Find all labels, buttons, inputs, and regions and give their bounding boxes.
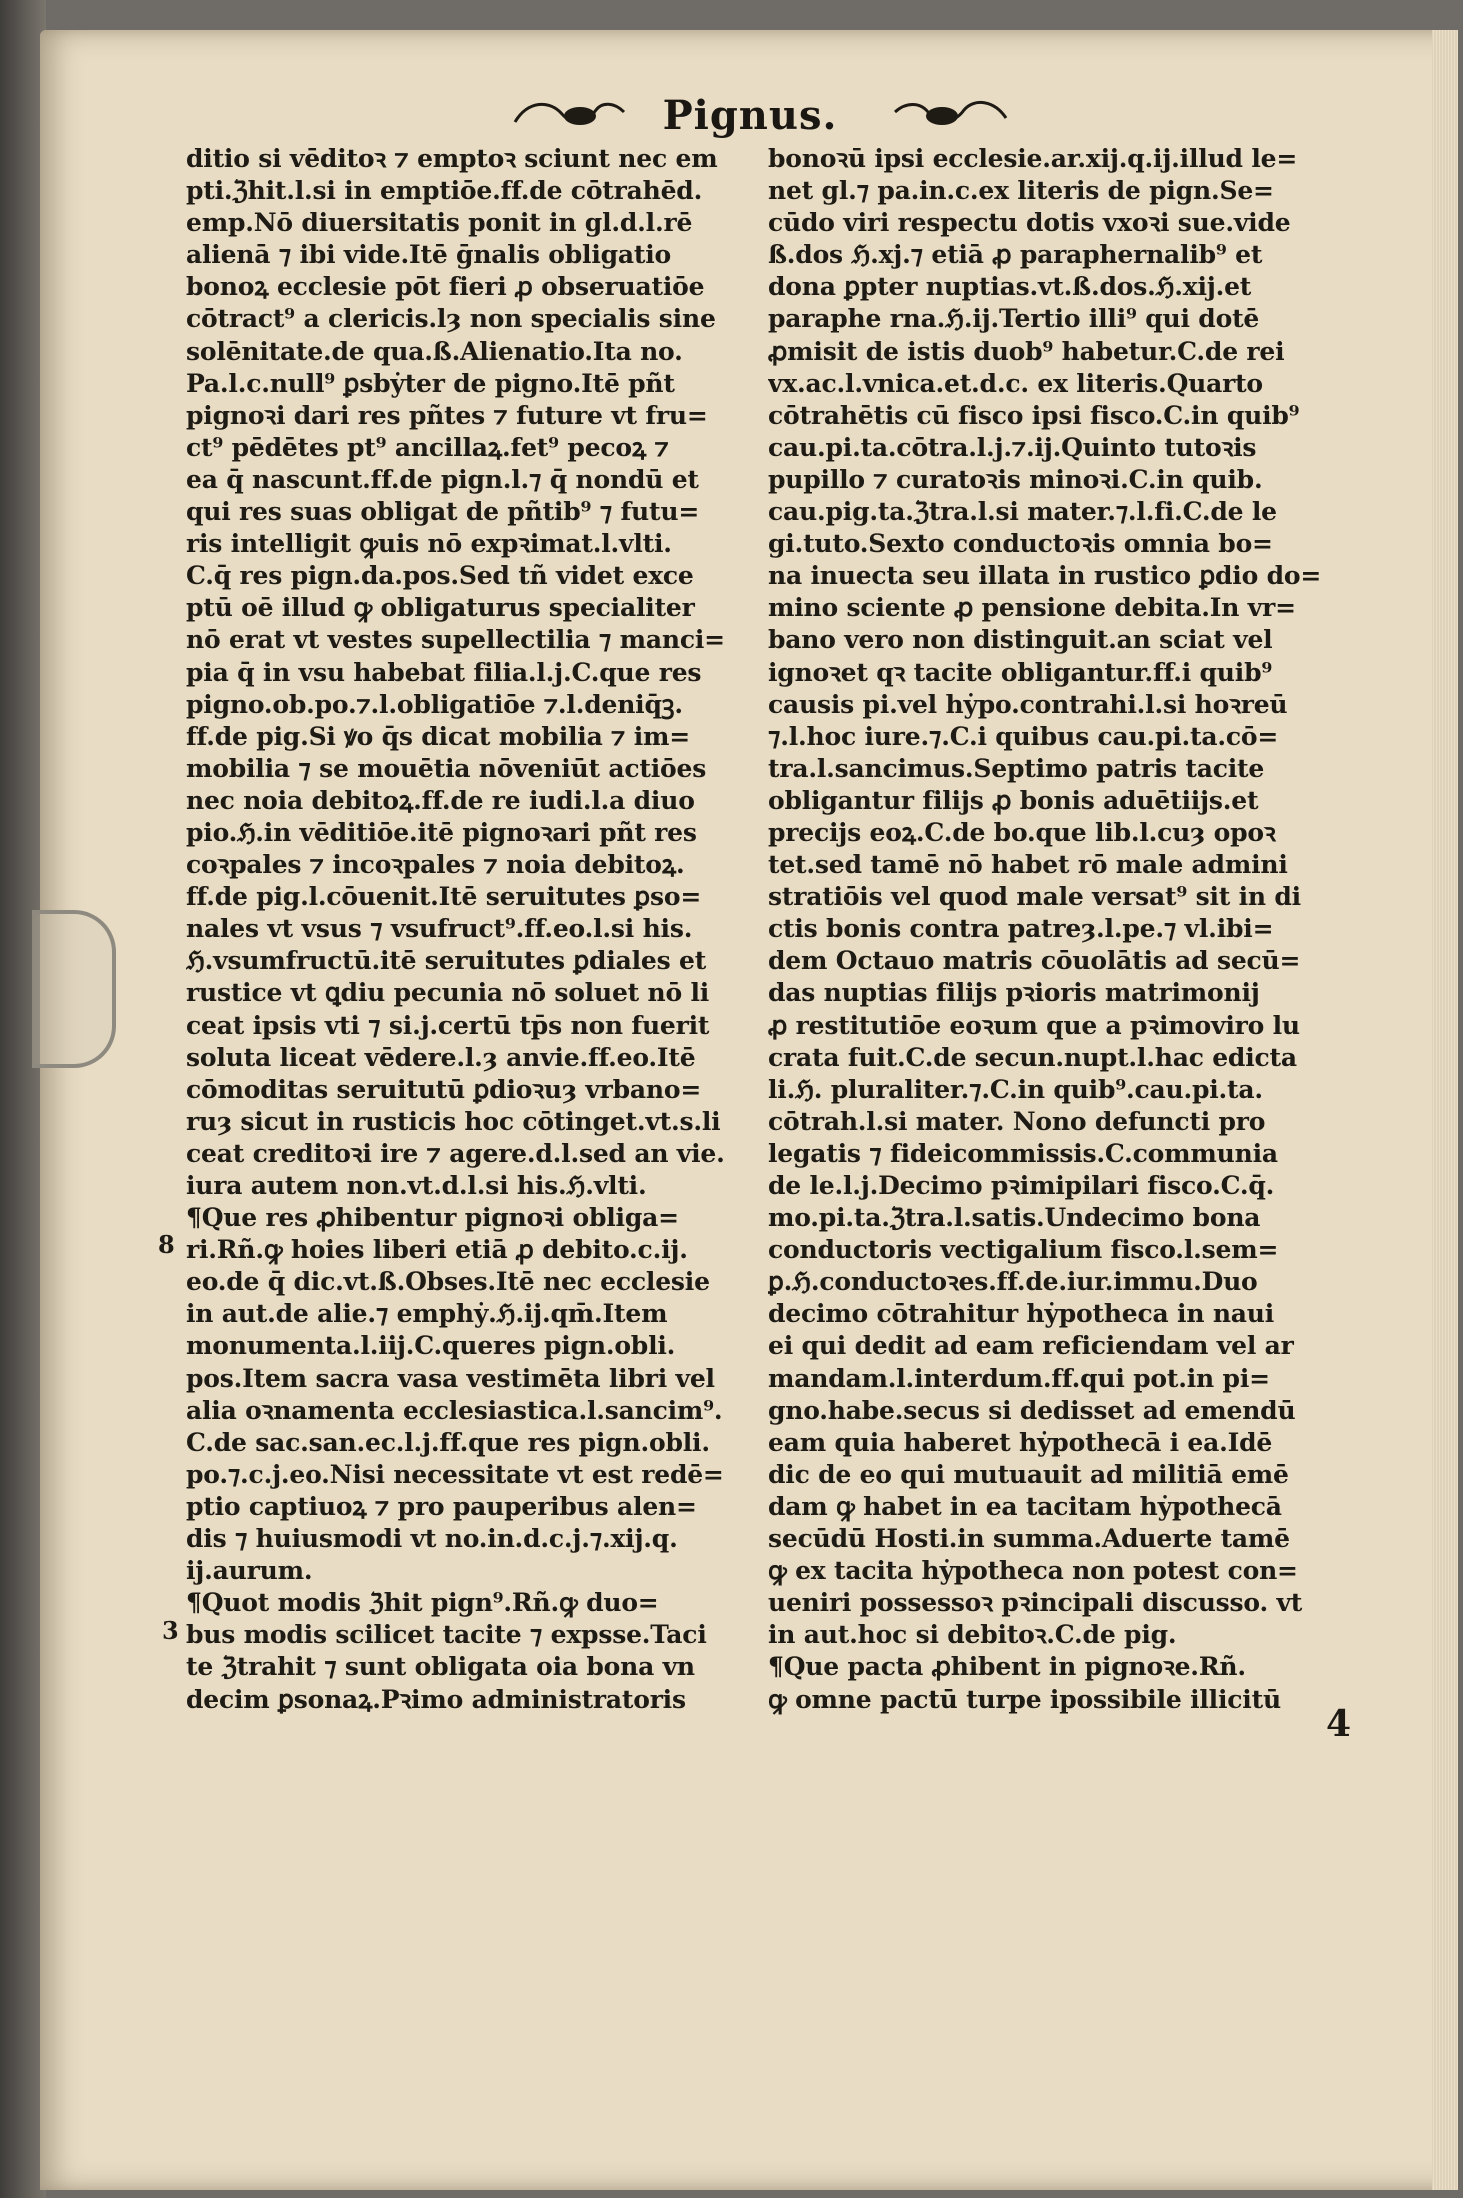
text-line: te ℨtrahit ⁊ sunt obligata oia bona vn	[186, 1652, 695, 1682]
text-line: mandam.l.interdum.ff.qui pot.in pi=	[768, 1363, 1270, 1393]
text-line: decim ꝑsonaꝝ.Pꝛimo administratoris	[186, 1684, 686, 1714]
text-line: gi.tuto.Sexto conductoꝛis omnia bo=	[768, 529, 1273, 559]
text-line: dona ꝑpter nuptias.vt.ß.dos.ℌ.xij.et	[768, 272, 1252, 302]
text-line: ꝙ ex tacita hẏpotheca non potest con=	[768, 1556, 1298, 1586]
text-line: pti.ℨhit.l.si in emptiōe.ff.de cōtrahēd.	[186, 176, 703, 206]
text-line: pio.ℌ.in vēditiōe.itē pignoꝛari pñt res	[186, 817, 697, 847]
text-line: bano vero non distinguit.an sciat vel	[768, 625, 1273, 655]
text-line: cau.pig.ta.ℨtra.l.si mater.⁊.l.fi.C.de le	[768, 497, 1277, 527]
text-line: mobilia ⁊ se mouētia nōveniūt actiōes	[186, 753, 707, 783]
text-line: vx.ac.l.vnica.et.d.c. ex literis.Quarto	[768, 368, 1263, 398]
text-line: mino sciente ꝓ pensione debita.In vr=	[768, 593, 1296, 623]
text-line: das nuptias filijs pꝛioris matrimonij	[768, 978, 1260, 1008]
text-line: li.ℌ. pluraliter.⁊.C.in quib⁹.cau.pi.ta.	[768, 1074, 1263, 1104]
text-line: dis ⁊ huiusmodi vt no.in.d.c.j.⁊.xij.q.	[186, 1524, 678, 1554]
margin-note-mark: 8	[158, 1230, 175, 1259]
text-line: ⁊.l.hoc iure.⁊.C.i quibus cau.pi.ta.cō=	[768, 721, 1279, 751]
text-line: emp.Nō diuersitatis ponit in gl.d.l.rē	[186, 208, 693, 238]
text-line: ꝑ.ℌ.conductoꝛes.ff.de.iur.immu.Duo	[768, 1267, 1258, 1297]
text-line: ꝙ omne pactū turpe ipossibile illicitū	[768, 1684, 1281, 1714]
text-line: in aut.hoc si debitoꝛ.C.de pig.	[768, 1620, 1177, 1650]
text-line: ptū oē illud ꝙ obligaturus specialiter	[186, 593, 695, 623]
text-line: ß.dos ℌ.xj.⁊ etiā ꝓ paraphernalib⁹ et	[768, 240, 1263, 270]
text-line: stratiōis vel quod male versat⁹ sit in di	[768, 882, 1301, 912]
text-line: tra.l.sancimus.Septimo patris tacite	[768, 753, 1265, 783]
text-line: alienā ⁊ ibi vide.Itē ḡnalis obligatio	[186, 240, 672, 270]
text-line: secūdū Hosti.in summa.Aduerte tamē	[768, 1524, 1290, 1554]
text-column-right	[768, 143, 1346, 1716]
text-line: causis pi.vel hẏpo.contrahi.l.si hoꝛreū	[768, 689, 1288, 719]
text-line: ¶Quot modis ℨhit pign⁹.Rñ.ꝙ duo=	[186, 1588, 659, 1618]
text-line: monumenta.l.iij.C.queres pign.obli.	[186, 1331, 676, 1361]
text-line: ij.aurum.	[186, 1556, 313, 1586]
text-line: alia oꝛnamenta ecclesiastica.l.sancim⁹.	[186, 1395, 723, 1425]
text-line: ri.Rñ.ꝙ hoies liberi etiā ꝓ debito.c.ij.	[186, 1235, 688, 1265]
text-line: coꝛpales ⁊ incoꝛpales ⁊ noia debitoꝝ.	[186, 850, 685, 880]
text-line: eam quia haberet hẏpothecā i ea.Idē	[768, 1427, 1273, 1457]
page-edges	[1432, 30, 1458, 2190]
text-line: ueniri possessoꝛ pꝛincipali discusso. vt	[768, 1588, 1303, 1618]
text-line: ditio si vēditoꝛ ⁊ emptoꝛ sciunt nec em	[186, 144, 718, 173]
text-line: cōtrah.l.si mater. Nono defuncti pro	[768, 1106, 1266, 1136]
text-line: po.⁊.c.j.eo.Nisi necessitate vt est redē=	[186, 1459, 724, 1489]
text-line: ff.de pig.Si ꝟo q̄s dicat mobilia ⁊ im=	[186, 721, 690, 751]
right-flourish-icon	[890, 94, 1010, 134]
text-line: rustice vt ꝗdiu pecunia nō soluet nō li	[186, 978, 710, 1008]
text-line: ꝓ restitutiōe eoꝛum que a pꝛimoviro lu	[768, 1010, 1300, 1040]
text-line: iura autem non.vt.d.l.si his.ℌ.vlti.	[186, 1171, 647, 1200]
text-line: ¶Que pacta ꝓhibent in pignoꝛe.Rñ.	[768, 1652, 1246, 1682]
text-line: dic de eo qui mutuauit ad militiā emē	[768, 1459, 1289, 1489]
text-line: ris intelligit ꝙuis nō expꝛimat.l.vlti.	[186, 529, 672, 559]
text-line: ctis bonis contra patreȝ.l.pe.⁊ vl.ibi=	[768, 914, 1274, 944]
text-line: C.de sac.san.ec.l.j.ff.que res pign.obli.	[186, 1427, 710, 1457]
text-line: tet.sed tamē nō habet rō male admini	[768, 850, 1288, 880]
text-line: paraphe rna.ℌ.ij.Tertio illi⁹ qui dotē	[768, 304, 1260, 334]
text-line: ea q̄ nascunt.ff.de pign.l.⁊ q̄ nondū et	[186, 464, 699, 494]
text-line: ct⁹ pēdētes pt⁹ ancillaꝝ.fet⁹ pecoꝝ ⁊	[186, 432, 669, 462]
page-title: Pignus.	[662, 92, 838, 139]
text-line: pupillo ⁊ curatoꝛis minoꝛi.C.in quib.	[768, 464, 1263, 494]
text-line: pignoꝛi dari res pñtes ⁊ future vt fru=	[186, 400, 708, 430]
folio-number: 4	[1326, 1703, 1352, 1745]
text-line: pia q̄ in vsu habebat filia.l.j.C.que res	[186, 657, 702, 687]
text-line: pos.Item sacra vasa vestimēta libri vel	[186, 1363, 715, 1393]
text-line: precijs eoꝝ.C.de bo.que lib.l.cuȝ opoꝛ	[768, 817, 1276, 847]
text-line: Pa.l.c.null⁹ ꝑsbẏter de pigno.Itē pñt	[186, 368, 675, 398]
text-line: ptio captiuoꝝ ⁊ pro pauperibus alen=	[186, 1491, 697, 1521]
text-line: soluta liceat vēdere.l.ȝ anvie.ff.eo.Itē	[186, 1042, 696, 1072]
text-line: ei qui dedit ad eam reficiendam vel ar	[768, 1331, 1294, 1361]
text-line: de le.l.j.Decimo pꝛimipilari fisco.C.q̄.	[768, 1171, 1275, 1200]
text-line: ceat creditoꝛi ire ⁊ agere.d.l.sed an vie.	[186, 1138, 725, 1168]
text-line: crata fuit.C.de secun.nupt.l.hac edicta	[768, 1042, 1297, 1072]
text-line: gno.habe.secus si dedisset ad emendū	[768, 1395, 1296, 1425]
text-line: ff.de pig.l.cōuenit.Itē seruitutes ꝑso=	[186, 882, 702, 912]
text-line: cōtrahētis cū fisco ipsi fisco.C.in quib⁹	[768, 400, 1300, 430]
text-line: cōtract⁹ a clericis.lȝ non specialis sine	[186, 304, 716, 334]
text-line: nales vt vsus ⁊ vsufruct⁹.ff.eo.l.si his.	[186, 914, 693, 944]
text-line: mo.pi.ta.ℨtra.l.satis.Undecimo bona	[768, 1203, 1261, 1233]
margin-note-mark: 3	[162, 1616, 179, 1645]
text-line: net gl.⁊ pa.in.c.ex literis de pign.Se=	[768, 176, 1274, 206]
text-line: legatis ⁊ fideicommissis.C.communia	[768, 1138, 1278, 1168]
text-line: bus modis scilicet tacite ⁊ expsse.Taci	[186, 1620, 707, 1650]
text-line: bonoꝝ ecclesie pōt fieri ꝓ obseruatiōe	[186, 272, 705, 302]
text-line: dem Octauo matris cōuolātis ad secū=	[768, 946, 1301, 976]
text-line: in aut.de alie.⁊ emphẏ.ℌ.ij.qm̄.Item	[186, 1299, 668, 1329]
book-clasp	[32, 910, 116, 1068]
text-line: obligantur filijs ꝓ bonis aduētiijs.et	[768, 785, 1259, 815]
text-line: ℌ.vsumfructū.itē seruitutes ꝑdiales et	[186, 946, 707, 976]
text-line: nō erat vt vestes supellectilia ⁊ manci=	[186, 625, 725, 655]
text-line: cōmoditas seruitutū ꝑdioꝛuȝ vrbano=	[186, 1074, 702, 1104]
text-line: ruȝ sicut in rusticis hoc cōtinget.vt.s.li	[186, 1106, 721, 1136]
text-line: bonoꝛū ipsi ecclesie.ar.xij.q.ij.illud le=	[768, 144, 1298, 173]
text-line: decimo cōtrahitur hẏpotheca in naui	[768, 1299, 1275, 1329]
text-column-left	[186, 143, 760, 1716]
text-line: eo.de q̄ dic.vt.ß.Obses.Itē nec ecclesie	[186, 1267, 710, 1297]
text-line: ꝓmisit de istis duob⁹ habetur.C.de rei	[768, 336, 1285, 366]
text-line: solēnitate.de qua.ß.Alienatio.Ita no.	[186, 336, 683, 366]
text-line: pigno.ob.po.⁊.l.obligatiōe ⁊.l.deniq̄ꝫ.	[186, 689, 683, 719]
text-line: ¶Que res ꝓhibentur pignoꝛi obliga=	[186, 1203, 679, 1233]
text-line: cau.pi.ta.cōtra.l.j.⁊.ij.Quinto tutoꝛis	[768, 432, 1257, 462]
text-line: dam ꝙ habet in ea tacitam hẏpothecā	[768, 1491, 1282, 1521]
text-line: ignoꝛet qꝛ tacite obligantur.ff.i quib⁹	[768, 657, 1273, 687]
text-line: C.q̄ res pign.da.pos.Sed tñ videt exce	[186, 561, 694, 591]
running-header	[520, 92, 980, 138]
text-line: qui res suas obligat de pñtib⁹ ⁊ futu=	[186, 497, 700, 527]
text-line: nec noia debitoꝝ.ff.de re iudi.l.a diuo	[186, 785, 695, 815]
text-line: na inuecta seu illata in rustico ꝑdio do=	[768, 561, 1322, 591]
text-line: ceat ipsis vti ⁊ si.j.certū tp̄s non fuerit	[186, 1010, 710, 1040]
text-line: conductoris vectigalium fisco.l.sem=	[768, 1235, 1279, 1265]
text-line: cūdo viri respectu dotis vxoꝛi sue.vide	[768, 208, 1291, 238]
